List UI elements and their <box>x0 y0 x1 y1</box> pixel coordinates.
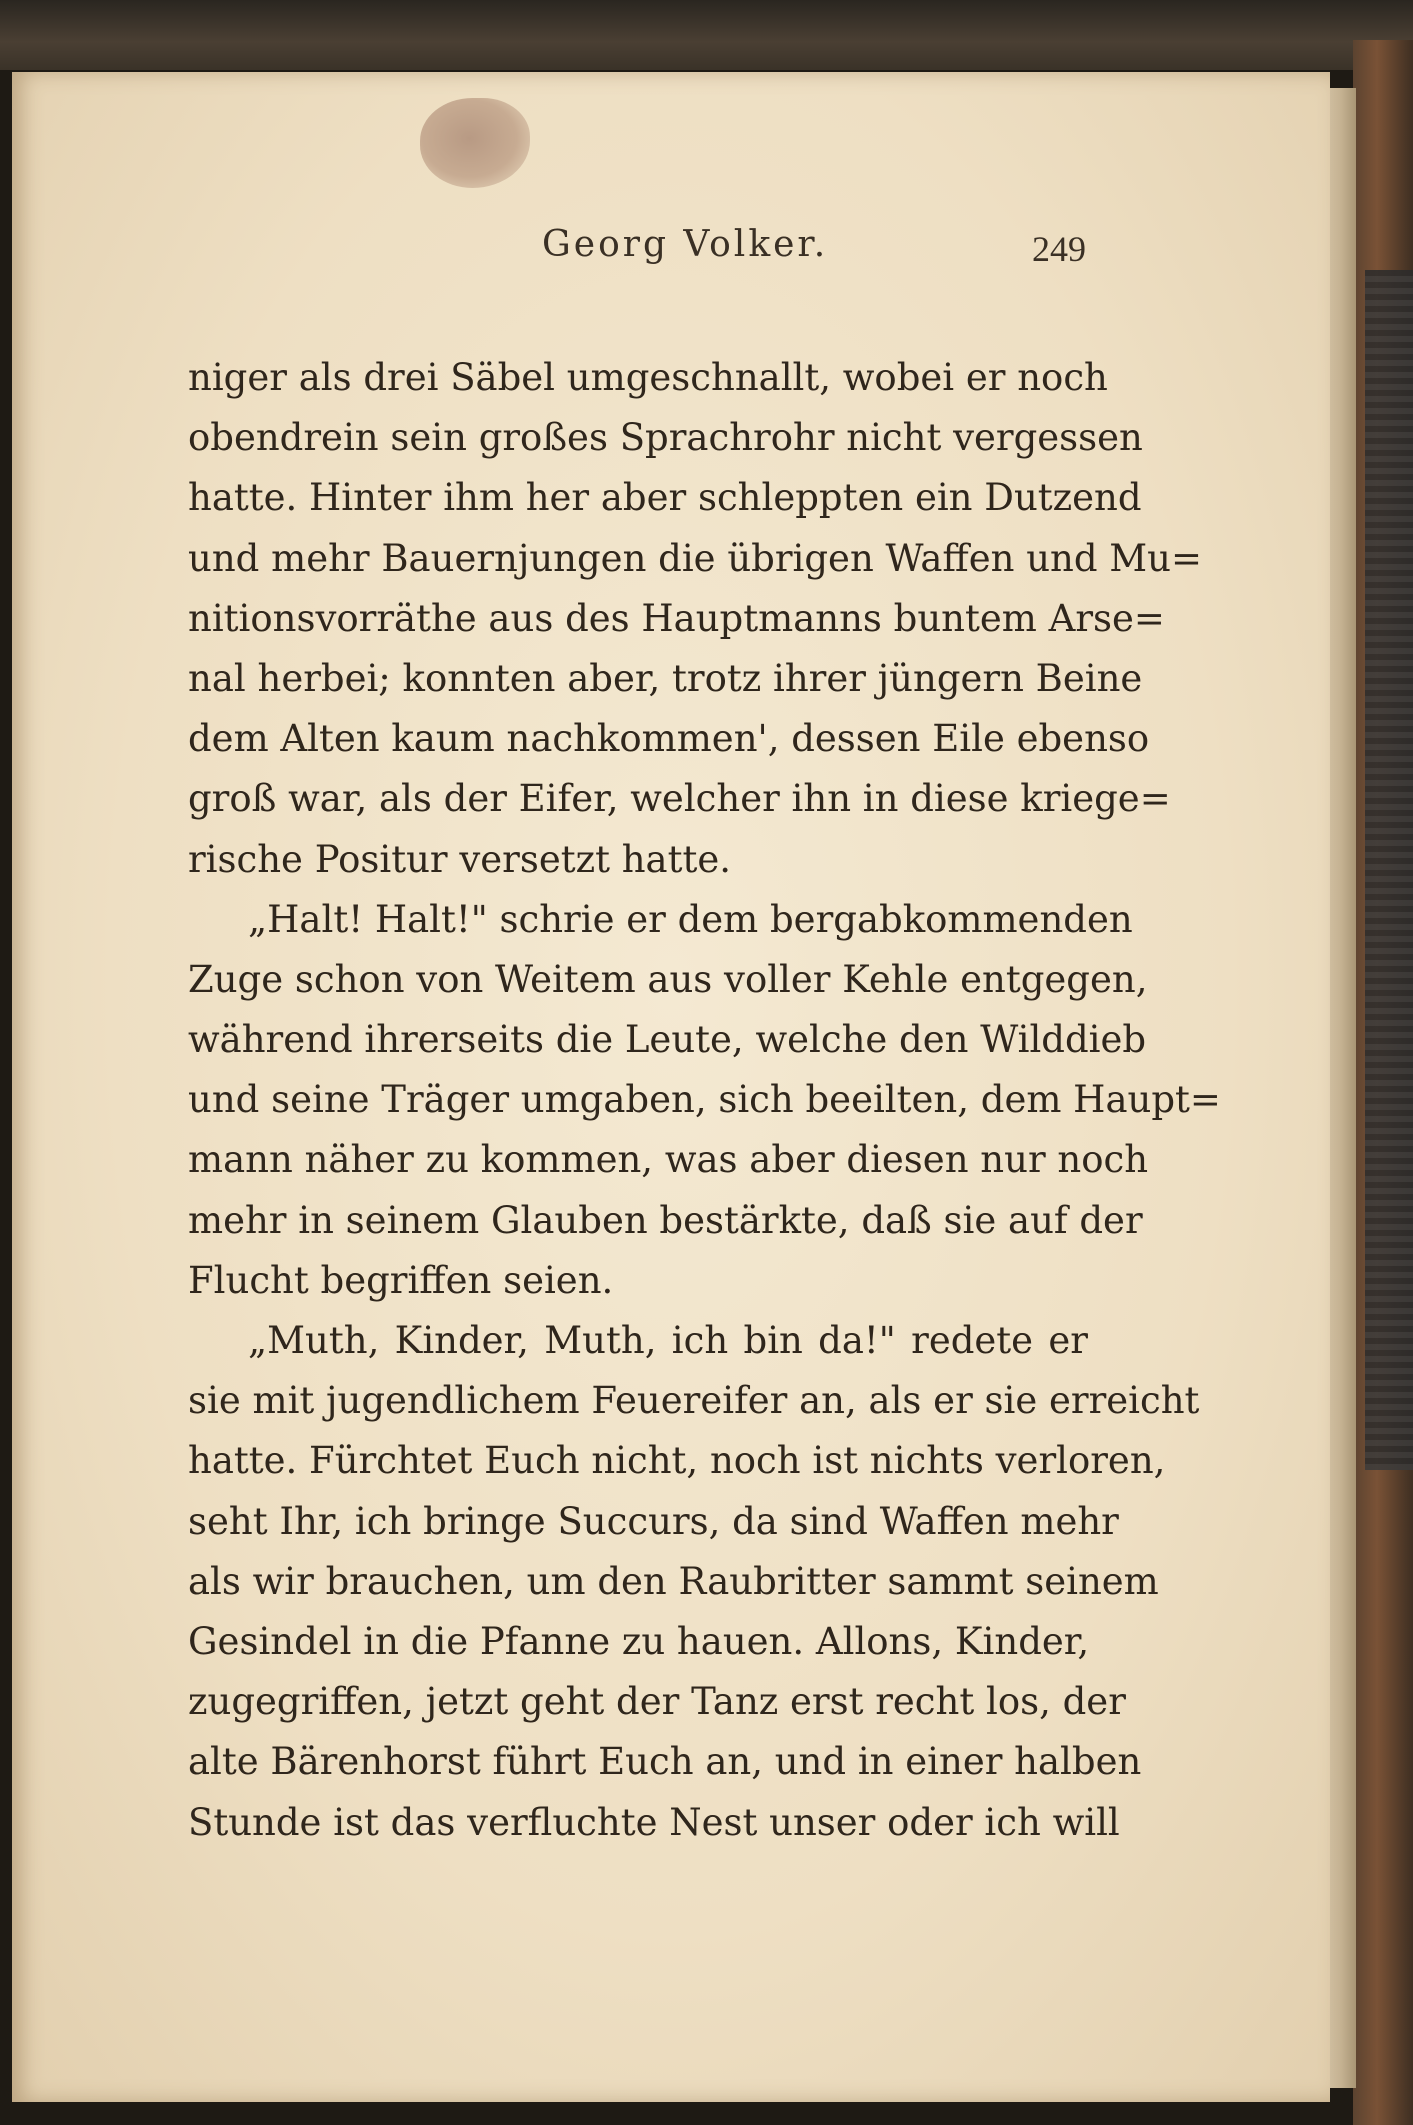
book-page <box>12 72 1330 2102</box>
book-cover-edge <box>1365 270 1413 1470</box>
text-line: mann näher zu kommen, was aber diesen nur noch <box>188 1138 1149 1182</box>
text-line: sie mit jugendlichem Feuereifer an, als er sie erreicht <box>188 1379 1200 1423</box>
text-line: „Muth, Kinder, Muth, ich bin da!" redete er <box>248 1319 1088 1362</box>
text-line: rische Positur versetzt hatte. <box>188 837 732 881</box>
text-line: dem Alten kaum nachkommen', dessen Eile ebenso <box>188 717 1150 761</box>
text-line: hatte. Fürchtet Euch nicht, noch ist nichts verloren, <box>188 1439 1166 1483</box>
text-line: und mehr Bauernjungen die übrigen Waffen und Mu= <box>188 536 1203 580</box>
running-title: Georg Volker. <box>542 224 829 265</box>
text-line: seht Ihr, ich bringe Succurs, da sind Waffen mehr <box>188 1499 1119 1543</box>
text-line: mehr in seinem Glauben bestärkte, daß sie auf der <box>188 1198 1143 1242</box>
page-header <box>12 224 1330 284</box>
book-binding-top <box>0 0 1413 70</box>
text-line: hatte. Hinter ihm her aber schleppten ein Dutzend <box>188 476 1142 520</box>
page-number: 249 <box>1032 229 1086 269</box>
text-line: Flucht begriffen seien. <box>188 1258 614 1302</box>
text-line: Zuge schon von Weitem aus voller Kehle entgegen, <box>188 957 1148 1001</box>
text-line: zugegriffen, jetzt geht der Tanz erst recht los, der <box>188 1680 1126 1724</box>
text-line: alte Bärenhorst führt Euch an, und in einer halben <box>188 1740 1142 1784</box>
text-line: nitionsvorräthe aus des Hauptmanns buntem Arse= <box>188 596 1165 640</box>
text-line: und seine Träger umgaben, sich beeilten, dem Haupt= <box>188 1078 1221 1122</box>
body-text <box>188 348 1221 1853</box>
text-line: Stunde ist das verfluchte Nest unser oder ich will <box>188 1800 1120 1844</box>
text-line: obendrein sein großes Sprachrohr nicht vergessen <box>188 416 1143 460</box>
text-line: als wir brauchen, um den Raubritter sammt seinem <box>188 1559 1159 1603</box>
text-line: nal herbei; konnten aber, trotz ihrer jüngern Beine <box>188 656 1143 700</box>
text-line: während ihrerseits die Leute, welche den Wilddieb <box>188 1018 1147 1062</box>
text-line: Gesindel in die Pfanne zu hauen. Allons, Kinder, <box>188 1619 1090 1663</box>
text-line: niger als drei Säbel umgeschnallt, wobei er noch <box>188 356 1108 399</box>
paper-stain <box>420 98 530 188</box>
text-line: groß war, als der Eifer, welcher ihn in diese kriege= <box>188 777 1171 821</box>
text-line: „Halt! Halt!" schrie er dem bergabkommenden <box>248 897 1133 941</box>
